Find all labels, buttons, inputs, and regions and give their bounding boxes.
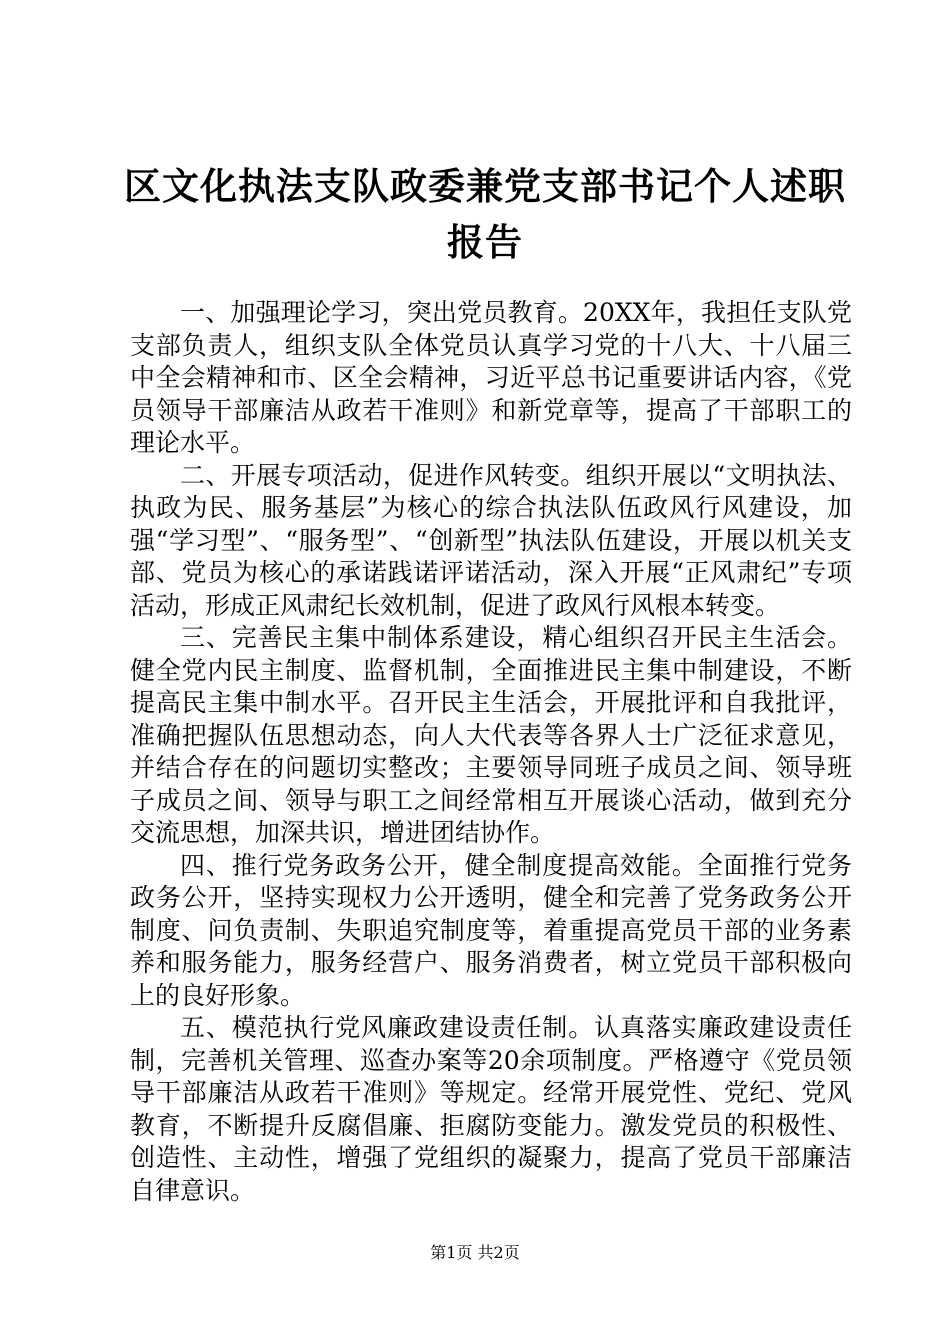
document-body [130, 297, 852, 1207]
paragraph-5: 五、模范执行党风廉政建设责任制。认真落实廉政建设责任制，完善机关管理、巡查办案等20余项制度。严格遵守《党员领导干部廉洁从政若干准则》等规定。经常开展党性、党纪、党风教育，不断提升反腐倡廉、拒腐防变能力。激发党员的积极性、创造性、主动性，增强了党组织的凝聚力，提高了党员干部廉洁自律意识。 [130, 1013, 852, 1205]
paragraph-1: 一、加强理论学习，突出党员教育。20XX年，我担任支队党支部负责人，组织支队全体党员认真学习党的十八大、十八届三中全会精神和市、区全会精神，习近平总书记重要讲话内容，《党员领导干部廉洁从政若干准则》和新党章等，提高了干部职工的理论水平。 [130, 298, 852, 457]
page-number-footer: 第1页 共2页 [430, 1243, 520, 1262]
paragraph-4: 四、推行党务政务公开，健全制度提高效能。全面推行党务政务公开，坚持实现权力公开透明，健全和完善了党务政务公开制度、问负责制、失职追究制度等，着重提高党员干部的业务素养和服务能力，服务经营户、服务消费者，树立党员干部积极向上的良好形象。 [130, 850, 852, 1010]
paragraph-3: 三、完善民主集中制体系建设，精心组织召开民主生活会。健全党内民主制度、监督机制，全面推进民主集中制建设，不断提高民主集中制水平。召开民主生活会，开展批评和自我批评，准确把握队伍思想动态，向人大代表等各界人士广泛征求意见，并结合存在的问题切实整改；主要领导同班子成员之间、领导班子成员之间、领导与职工之间经常相互开展谈心活动，做到充分交流思想，加深共识，增进团结协作。 [130, 623, 852, 847]
document-title: 区文化执法支队政委兼党支部书记个人述职报告 [124, 164, 846, 264]
paragraph-2: 二、开展专项活动，促进作风转变。组织开展以“文明执法、执政为民、服务基层”为核心的综合执法队伍政风行风建设，加强“学习型”、“服务型”、“创新型”执法队伍建设，开展以机关支部、党员为核心的承诺践诺评诺活动，深入开展“正风肃纪”专项活动，形成正风肃纪长效机制，促进了政风行风根本转变。 [130, 460, 852, 620]
